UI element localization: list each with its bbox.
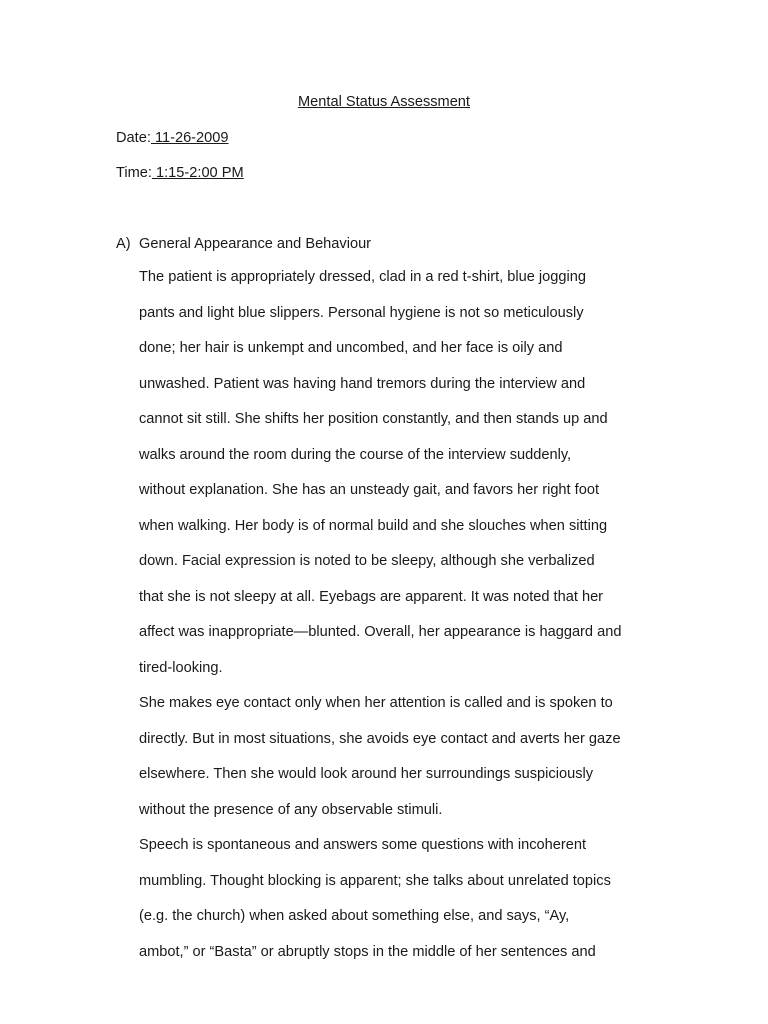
body-line: tired-looking. — [139, 659, 223, 676]
body-line: pants and light blue slippers. Personal hygiene is not so meticulously — [139, 304, 584, 321]
body-line: directly. But in most situations, she avoids eye contact and averts her gaze — [139, 730, 621, 747]
body-line: done; her hair is unkempt and uncombed, and her face is oily and — [139, 340, 563, 356]
body-line: down. Facial expression is noted to be sleepy, although she verbalized — [139, 553, 595, 569]
time-label: Time: — [116, 165, 152, 181]
section-heading-text: General Appearance and Behaviour — [139, 236, 372, 252]
body-line: when walking. Her body is of normal build and she slouches when sitting — [139, 517, 608, 534]
section-marker: A) — [116, 236, 131, 252]
body-line: Speech is spontaneous and answers some questions with incoherent — [139, 837, 587, 853]
date-value: 11-26-2009 — [150, 130, 229, 146]
body-line: ambot,” or “Basta” or abruptly stops in the middle of her sentences and — [139, 943, 596, 960]
body-line: affect was inappropriate—blunted. Overall, her appearance is haggard and — [139, 624, 622, 640]
body-line: walks around the room during the course of the interview suddenly, — [139, 446, 572, 463]
body-line: The patient is appropriately dressed, clad in a red t-shirt, blue jogging — [139, 269, 586, 285]
body-line: mumbling. Thought blocking is apparent; she talks about unrelated topics — [139, 872, 611, 889]
section-heading — [116, 234, 371, 254]
section-body — [139, 260, 699, 970]
page-title: Mental Status Assessment — [298, 94, 470, 110]
body-line: elsewhere. Then she would look around her surroundings suspiciously — [139, 766, 594, 782]
body-line: She makes eye contact only when her attention is called and is spoken to — [139, 695, 613, 711]
body-line: without the presence of any observable stimuli. — [139, 801, 443, 818]
body-line: unwashed. Patient was having hand tremors during the interview and — [139, 375, 586, 392]
date-label: Date: — [116, 130, 151, 146]
body-line: cannot sit still. She shifts her position constantly, and then stands up and — [139, 411, 608, 427]
date-line — [116, 128, 229, 148]
body-line: (e.g. the church) when asked about something else, and says, “Ay, — [139, 908, 570, 924]
body-line: that she is not sleepy at all. Eyebags are apparent. It was noted that her — [139, 588, 604, 605]
time-line — [116, 163, 244, 183]
time-value: 1:15-2:00 PM — [151, 165, 244, 181]
body-line: without explanation. She has an unsteady gait, and favors her right foot — [139, 482, 600, 498]
